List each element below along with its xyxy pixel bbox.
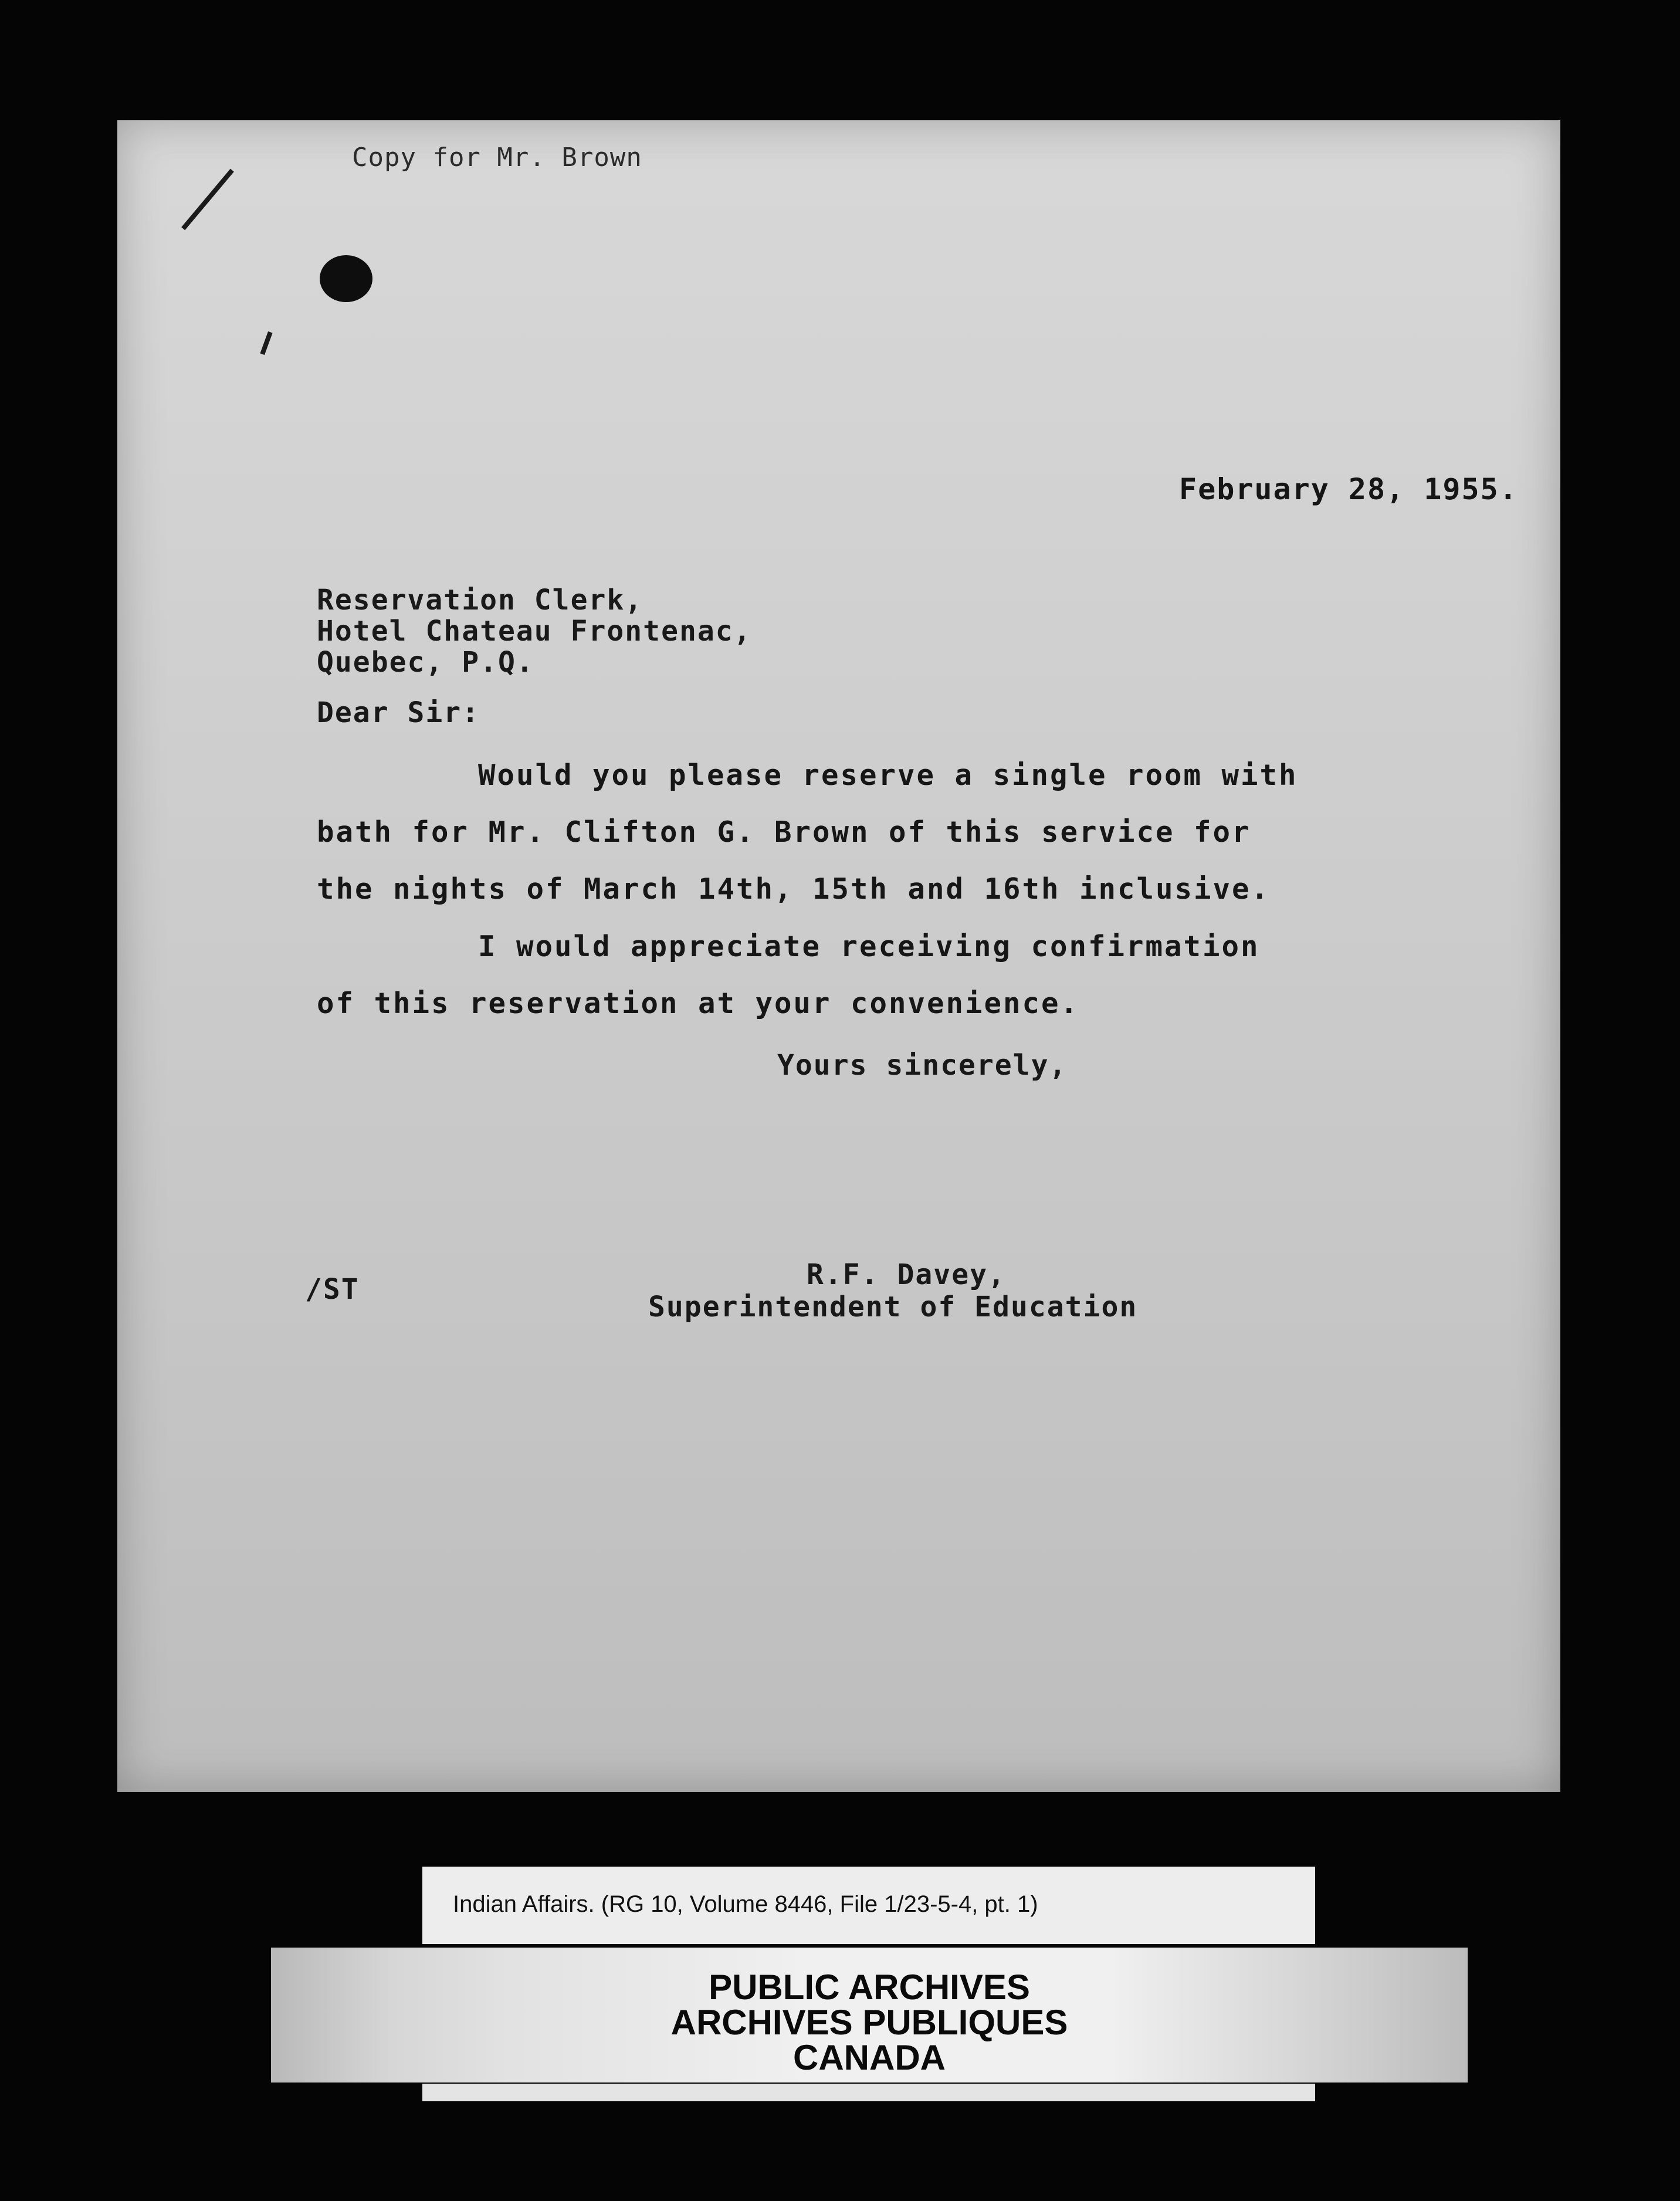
ink-mark: [260, 331, 272, 355]
letter-date: February 28, 1955.: [1179, 472, 1518, 506]
body-line-2: bath for Mr. Clifton G. Brown of this service for: [317, 815, 1251, 849]
archive-stamp-label: [271, 1948, 1468, 2083]
body-line-1: Would you please reserve a single room with: [478, 759, 1298, 792]
archive-line-2: ARCHIVES PUBLIQUES: [670, 2003, 1068, 2042]
archive-line-3: CANADA: [793, 2038, 946, 2077]
punch-hole: [320, 255, 372, 302]
typist-initials: /ST: [305, 1273, 360, 1306]
recipient-line-1: Reservation Clerk,: [317, 584, 643, 617]
archive-reference: Indian Affairs. (RG 10, Volume 8446, File 1/23-5-4, pt. 1): [453, 1891, 1038, 1917]
label-strip: [422, 2084, 1315, 2101]
copy-note: Copy for Mr. Brown: [352, 143, 642, 172]
salutation: Dear Sir:: [317, 696, 480, 729]
body-line-3: the nights of March 14th, 15th and 16th inclusive.: [317, 872, 1271, 906]
recipient-line-3: Quebec, P.Q.: [317, 646, 534, 679]
signatory-name: R.F. Davey,: [807, 1258, 1006, 1291]
recipient-line-2: Hotel Chateau Frontenac,: [317, 615, 752, 648]
body-line-5: of this reservation at your convenience.: [317, 987, 1080, 1020]
archive-line-1: PUBLIC ARCHIVES: [709, 1968, 1030, 2007]
signatory-title: Superintendent of Education: [648, 1291, 1138, 1323]
closing: Yours sincerely,: [777, 1049, 1068, 1082]
body-line-4: I would appreciate receiving confirmation: [478, 930, 1260, 963]
letter-page: [117, 120, 1560, 1792]
ink-mark: [181, 169, 234, 231]
archive-reference-label: [422, 1867, 1315, 1944]
